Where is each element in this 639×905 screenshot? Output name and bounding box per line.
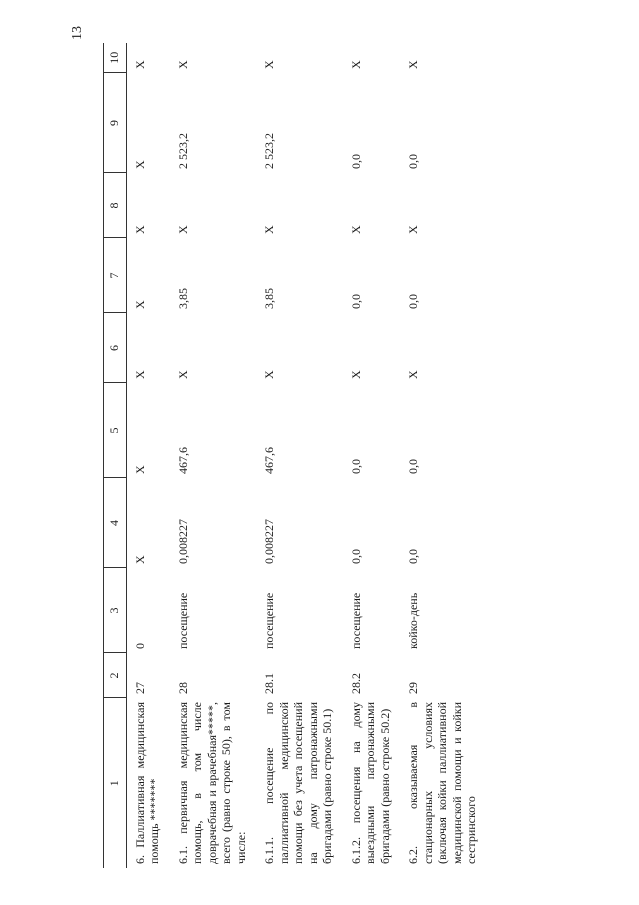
row-norm-volume: X [132,555,147,564]
row-col7: 3,85 [175,288,190,309]
row-unit: посещение [175,592,190,649]
row-norm-volume: 0,0 [406,549,420,564]
table-row [400,43,487,868]
row-col9: 0,0 [348,154,363,169]
row-col6: X [262,370,276,379]
column-header: 3 [104,568,127,653]
row-norm-cost: 467,6 [175,447,190,474]
row-col6: X [175,370,190,379]
row-col7: X [132,300,147,309]
row-col8: X [348,225,363,234]
column-header: 6 [104,313,127,383]
table-row [170,43,257,868]
row-col10: X [262,60,276,69]
row-line-number: 28 [175,682,190,694]
row-col6: X [406,370,420,379]
table-row [343,43,401,868]
table-row [126,43,170,868]
row-col10: X [406,60,420,69]
row-unit: посещение [348,592,363,649]
column-header: 9 [104,73,127,173]
column-number-row [104,43,127,868]
table-row [256,43,343,868]
row-line-number: 29 [406,682,420,694]
row-col10: X [348,60,363,69]
medical-care-table [103,43,487,868]
row-norm-cost: X [132,465,147,474]
row-name: 6. Паллиативная медицинская помощь ******* [132,702,161,864]
row-unit: 0 [132,643,147,649]
row-norm-volume: 0,008227 [262,519,276,564]
page-number: 13 [70,26,85,40]
row-col6: X [348,370,363,379]
column-header: 8 [104,173,127,238]
row-col6: X [132,370,147,379]
row-col9: X [132,160,147,169]
row-col10: X [175,60,190,69]
column-header: 7 [104,238,127,313]
row-col9: 2 523,2 [175,133,190,169]
row-name: 6.1. первичная медицинская помощь, в том числе доврачебная и врачебная*****, всего (равно строке 50), в том числе: [175,702,248,864]
row-col8: X [175,225,190,234]
row-col8: X [262,225,276,234]
rotated-table-container [103,43,533,868]
row-col8: X [132,225,147,234]
row-name: 6.2. оказываемая в стационарных условиях (включая койки паллиативной медицинской помощи и койки сестринского [406,702,478,864]
row-col9: 0,0 [406,154,420,169]
row-line-number: 28.2 [348,673,363,694]
row-col7: 0,0 [348,294,363,309]
row-col7: 0,0 [406,294,420,309]
row-col9: 2 523,2 [262,133,276,169]
row-line-number: 27 [132,682,147,694]
column-header: 4 [104,478,127,568]
row-norm-cost: 0,0 [348,459,363,474]
row-norm-volume: 0,0 [348,549,363,564]
column-header: 2 [104,653,127,698]
row-line-number: 28.1 [262,673,276,694]
row-col10: X [132,60,147,69]
column-header: 1 [104,698,127,868]
column-header: 5 [104,383,127,478]
row-norm-cost: 0,0 [406,459,420,474]
row-col8: X [406,225,420,234]
row-norm-volume: 0,008227 [175,519,190,564]
row-unit: посещение [262,592,276,649]
row-col7: 3,85 [262,288,276,309]
row-norm-cost: 467,6 [262,447,276,474]
column-header: 10 [104,43,127,73]
row-name: 6.1.1. посещение по паллиативной медицинской помощи без учета посещений на дому патронажными бригадами (равно строке 50.1) [262,702,334,864]
row-unit: койко-день [406,592,420,649]
row-name: 6.1.2. посещения на дому выездными патронажными бригадами (равно строке 50.2) [348,702,392,864]
